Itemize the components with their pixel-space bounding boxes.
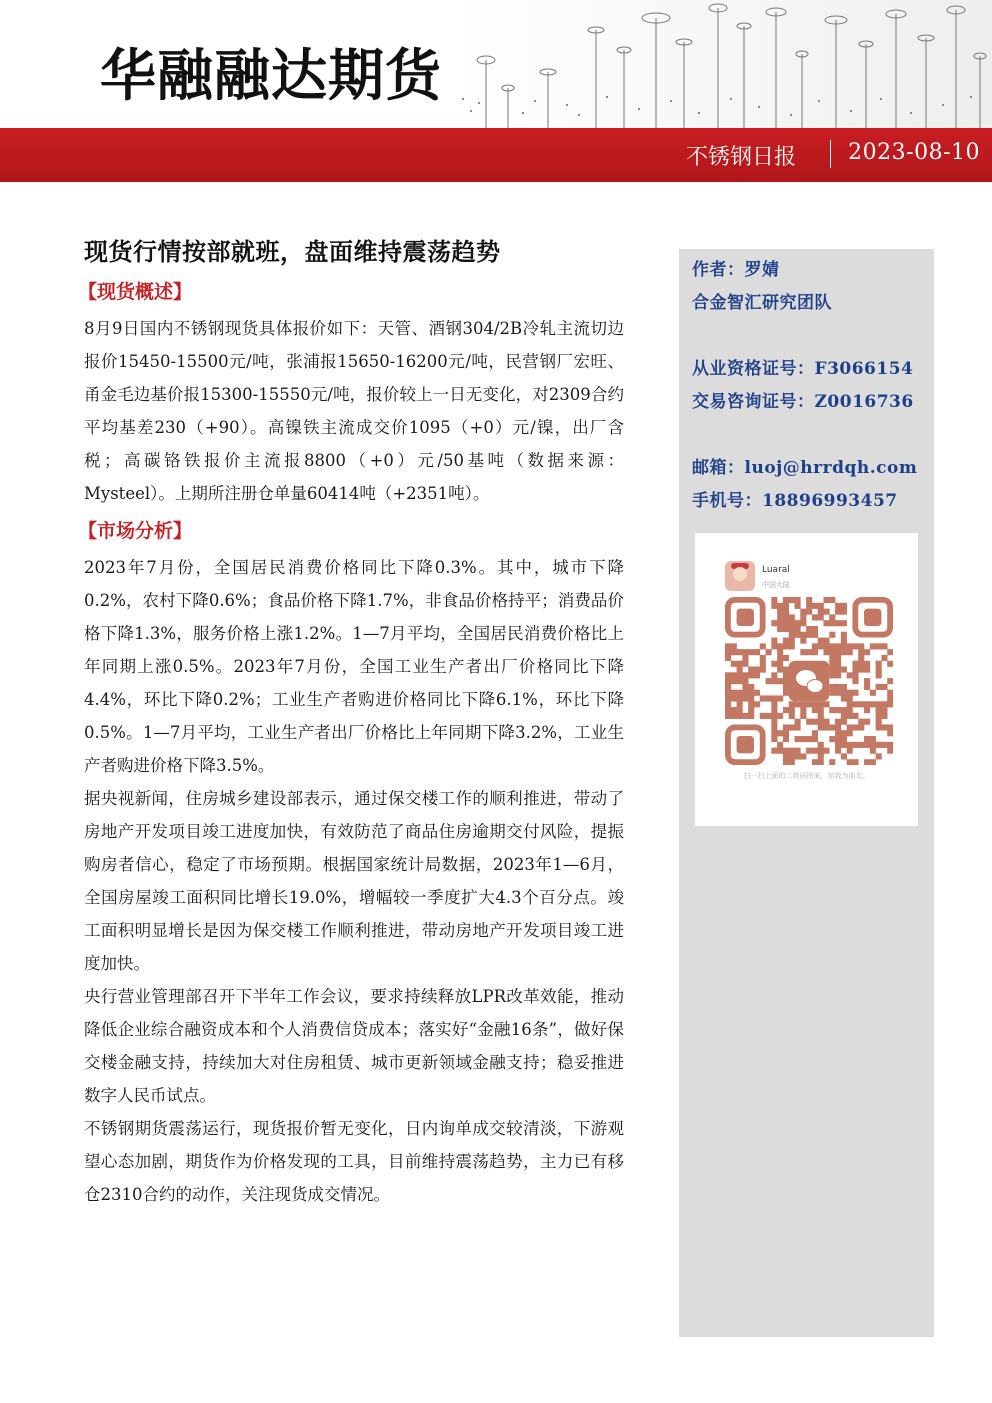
author-name: 作者：罗婧 <box>692 260 780 280</box>
wechat-icon <box>789 661 830 702</box>
section-heading-spot: 【现货概述】 <box>78 281 193 303</box>
qr-finder-marker <box>728 600 763 635</box>
report-date: 2023-08-10 <box>848 140 980 165</box>
article-body <box>78 232 624 1211</box>
section-heading-market: 【市场分析】 <box>78 520 193 542</box>
paragraph: 不锈钢期货震荡运行，现货报价暂无变化，日内询单成交较清淡，下游观望心态加剧，期货作为价格发现的工具，目前维持震荡趋势，主力已有移仓2310合约的动作，关注现货成交情况。 <box>84 1119 624 1204</box>
qr-finder-marker <box>728 727 763 762</box>
company-logo: 华融融达期货 <box>100 44 442 109</box>
avatar-face-icon <box>733 567 747 581</box>
wechat-qr-card <box>695 533 918 826</box>
qr-finder-marker <box>855 600 890 635</box>
qr-profile-name: Luaral <box>762 565 790 575</box>
decorative-header-graphic <box>456 0 992 128</box>
paragraph: 央行营业管理部召开下半年工作会议，要求持续释放LPR改革效能，推动降低企业综合融资成本和个人消费信贷成本；落实好“金融16条”，做好保交楼金融支持，持续加大对住房租赁、城市更新领域金融支持；稳妥推进数字人民币试点。 <box>84 987 624 1105</box>
report-banner <box>0 128 992 182</box>
banner-divider <box>830 140 831 168</box>
email-address: 邮箱：luoj@hrrdqh.com <box>692 458 918 478</box>
report-title: 不锈钢日报 <box>685 145 796 170</box>
qr-hint-text: 扫一扫上面的二维码图案，加我为朋友。 <box>743 772 870 780</box>
author-sidebar <box>679 249 934 1337</box>
avatar <box>725 561 755 591</box>
team-name: 合金智汇研究团队 <box>692 293 832 313</box>
phone-number: 手机号：18896993457 <box>692 491 898 511</box>
qr-code[interactable] <box>725 597 893 765</box>
paragraph: 2023年7月份，全国居民消费价格同比下降0.3%。其中，城市下降0.2%，农村下降0.6%；食品价格下降1.7%，非食品价格持平；消费品价格下降1.3%，服务价格上涨1.2%。1—7月平均，全国居民消费价格比上年同期上涨0.5%。2023年7月份，全国工业生产者出厂价格同比下降4.4%，环比下降0.2%；工业生产者购进价格同比下降6.1%，环比下降0.5%。1—7月平均，工业生产者出厂价格比上年同期下降3.2%，工业生产者购进价格下降3.5%。 <box>84 558 624 775</box>
qr-profile-region: 中国大陆 <box>762 581 790 589</box>
article-headline: 现货行情按部就班，盘面维持震荡趋势 <box>84 237 501 266</box>
paragraph: 8月9日国内不锈钢现货具体报价如下：天管、酒钢304/2B冷轧主流切边报价15450-15500元/吨，张浦报15650-16200元/吨，民营钢厂宏旺、甬金毛边基价报15300-15550元/吨，报价较上一日无变化，对2309合约平均基差230（+90）。高镍铁主流成交价1095（+0）元/镍，出厂含税；高碳铬铁报价主流报8800（+0）元/50基吨（数据来源：Mysteel）。上期所注册仓单量60414吨（+2351吨）。 <box>84 319 624 503</box>
paragraph: 据央视新闻，住房城乡建设部表示，通过保交楼工作的顺利推进，带动了房地产开发项目竣工进度加快，有效防范了商品住房逾期交付风险，提振购房者信心，稳定了市场预期。根据国家统计局数据，2023年1—6月，全国房屋竣工面积同比增长19.0%，增幅较一季度扩大4.3个百分点。竣工面积明显增长是因为保交楼工作顺利推进，带动房地产开发项目竣工进度加快。 <box>84 789 624 973</box>
consulting-number: 交易咨询证号：Z0016736 <box>692 392 914 412</box>
qualification-number: 从业资格证号：F3066154 <box>692 359 914 379</box>
